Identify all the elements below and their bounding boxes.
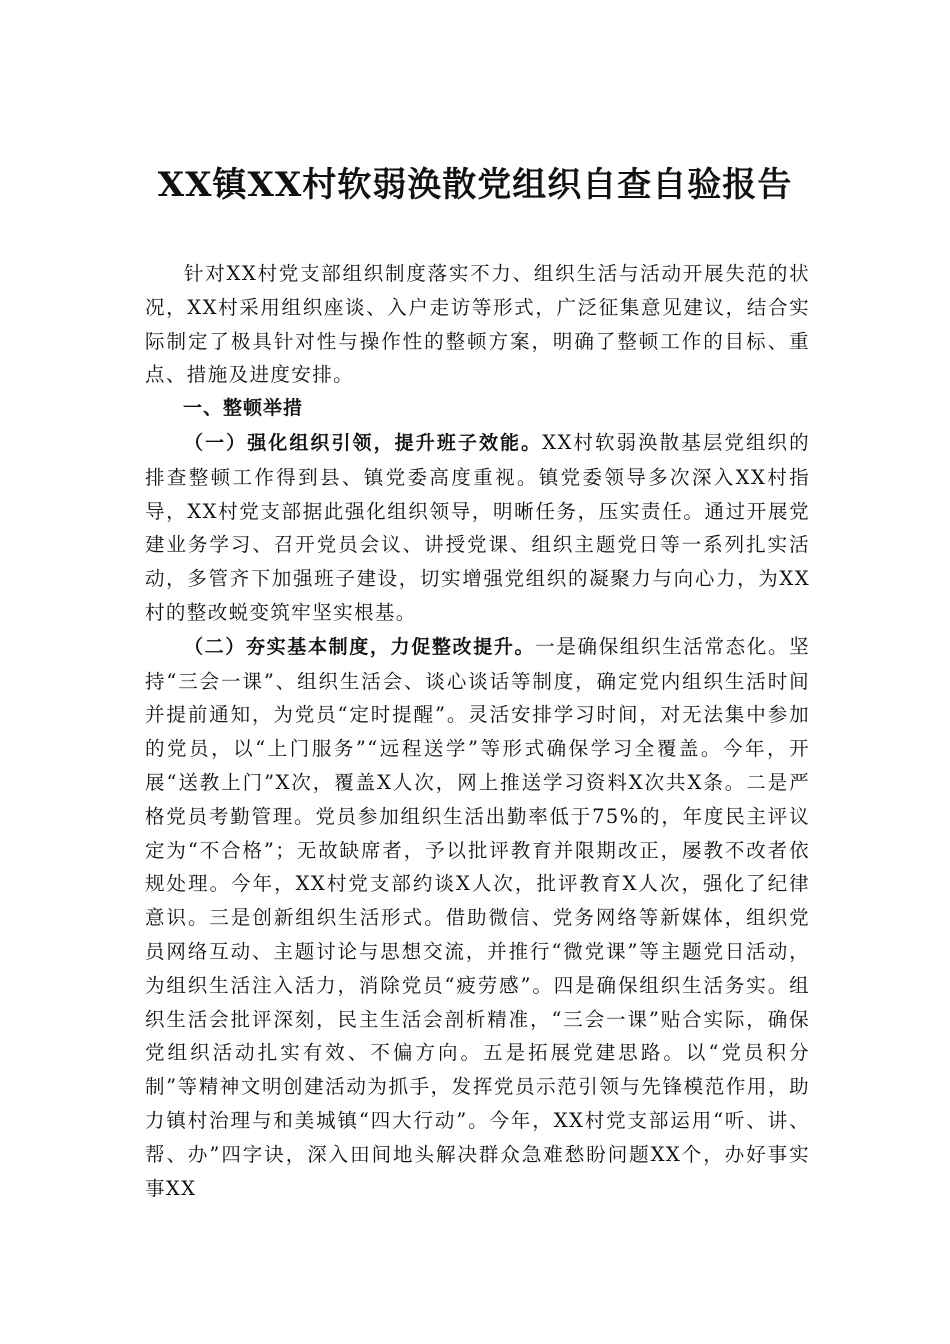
measure-paragraph-1 bbox=[145, 426, 810, 630]
measure-1-lead: （一）强化组织引领，提升班子效能。 bbox=[184, 431, 543, 454]
intro-paragraph: 针对XX村党支部组织制度落实不力、组织生活与活动开展失范的状况，XX村采用组织座谈、入户走访等形式，广泛征集意见建议，结合实际制定了极具针对性与操作性的整顿方案，明确了整顿工作的目标、重点、措施及进度安排。 bbox=[145, 262, 810, 387]
document-body bbox=[145, 257, 810, 1205]
measure-2-lead: （二）夯实基本制度，力促整改提升。 bbox=[184, 635, 536, 658]
measure-1-body: XX村软弱涣散基层党组织的排查整顿工作得到县、镇党委高度重视。镇党委领导多次深入XX村指导，XX村党支部据此强化组织领导，明晰任务，压实责任。通过开展党建业务学习、召开党员会议、讲授党课、组织主题党日等一系列扎实活动，多管齐下加强班子建设，切实增强党组织的凝聚力与向心力，为XX村的整改蜕变筑牢坚实根基。 bbox=[145, 430, 810, 624]
document-title: XX镇XX村软弱涣散党组织自查自验报告 bbox=[157, 165, 793, 205]
measure-paragraph-2 bbox=[145, 630, 810, 1206]
section-heading: 一、整顿举措 bbox=[183, 397, 304, 420]
measure-2-body: 一是确保组织生活常态化。坚持“三会一课”、组织生活会、谈心谈话等制度，确定党内组织生活时间并提前通知，为党员“定时提醒”。灵活安排学习时间，对无法集中参加的党员，以“上门服务”“远程送学”等形式确保学习全覆盖。今年，开展“送教上门”X次，覆盖X人次，网上推送学习资料X次共X条。二是严格党员考勤管理。党员参加组织生活出勤率低于75%的，年度民主评议定为“不合格”；无故缺席者，予以批评教育并限期改正，屡教不改者依规处理。今年，XX村党支部约谈X人次，批评教育X人次，强化了纪律意识。三是创新组织生活形式。借助微信、党务网络等新媒体，组织党员网络互动、主题讨论与思想交流，并推行“微党课”等主题党日活动，为组织生活注入活力，消除党员“疲劳感”。四是确保组织生活务实。组织生活会批评深刻，民主生活会剖析精准，“三会一课”贴合实际，确保党组织活动扎实有效、不偏方向。五是拓展党建思路。以“党员积分制”等精神文明创建活动为抓手，发挥党员示范引领与先锋模范作用，助力镇村治理与和美城镇“四大行动”。今年，XX村党支部运用“听、讲、帮、办”四字诀，深入田间地头解决群众急难愁盼问题XX个，办好事实事XX bbox=[145, 634, 811, 1200]
